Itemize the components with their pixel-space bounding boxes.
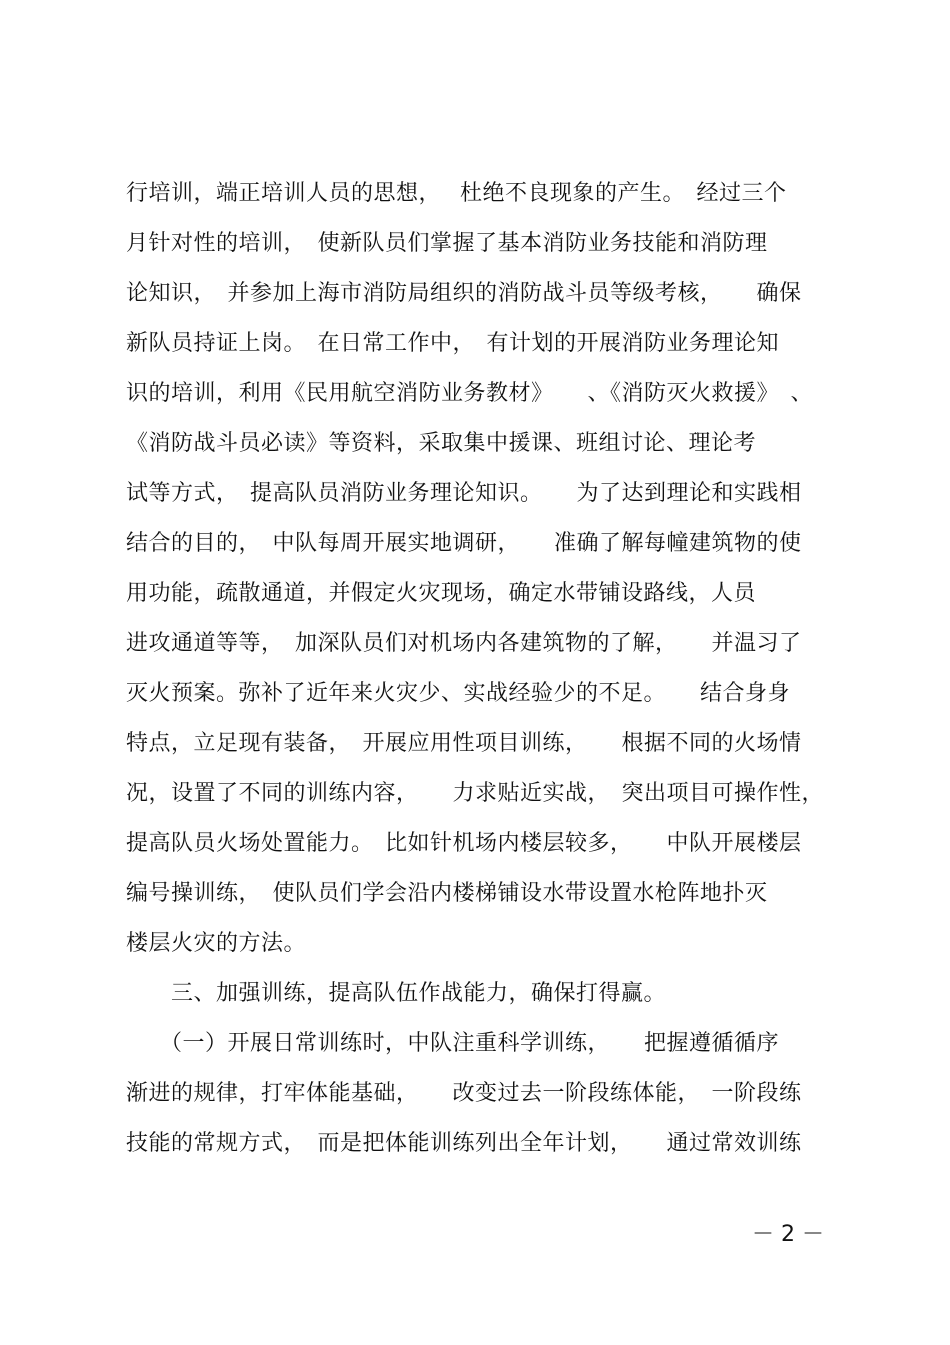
text-line: 提高队员火场处置能力。 比如针机场内楼层较多， 中队开展楼层 (126, 831, 802, 856)
text-line: 试等方式， 提高队员消防业务理论知识。 为了达到理论和实践相 (126, 481, 802, 506)
text-line: 特点，立足现有装备， 开展应用性项目训练， 根据不同的火场情 (126, 731, 802, 756)
text-line: 用功能，疏散通道，并假定火灾现场，确定水带铺设路线，人员 (126, 581, 757, 606)
text-line: 行培训，端正培训人员的思想， 杜绝不良现象的产生。 经过三个 (126, 181, 787, 206)
text-line: 结合的目的， 中队每周开展实地调研， 准确了解每幢建筑物的使 (126, 531, 802, 556)
text-line: 况，设置了不同的训练内容， 力求贴近实战， 突出项目可操作性， (126, 781, 825, 806)
text-line: 论知识， 并参加上海市消防局组织的消防战斗员等级考核， 确保 (126, 281, 802, 306)
text-line: 楼层火灾的方法。 (126, 931, 307, 956)
section-heading: 三、加强训练，提高队伍作战能力，确保打得赢。 (126, 981, 667, 1006)
text-line: （一）开展日常训练时，中队注重科学训练， 把握遵循循序 (126, 1031, 780, 1056)
text-line: 新队员持证上岗。 在日常工作中， 有计划的开展消防业务理论知 (126, 331, 780, 356)
page-number: － 2 － (752, 1222, 824, 1247)
text-line: 技能的常规方式， 而是把体能训练列出全年计划， 通过常效训练 (126, 1131, 802, 1156)
text-line: 渐进的规律，打牢体能基础， 改变过去一阶段练体能， 一阶段练 (126, 1081, 802, 1106)
text-line: 识的培训，利用《民用航空消防业务教材》 、《消防灭火救援》 、 (126, 381, 814, 406)
text-line: 《消防战斗员必读》等资料，采取集中援课、班组讨论、理论考 (126, 431, 757, 456)
text-line: 进攻通道等等， 加深队员们对机场内各建筑物的了解， 并温习了 (126, 631, 802, 656)
text-line: 月针对性的培训， 使新队员们掌握了基本消防业务技能和消防理 (126, 231, 768, 256)
text-line: 编号操训练， 使队员们学会沿内楼梯铺设水带设置水枪阵地扑灭 (126, 881, 768, 906)
text-line: 灭火预案。弥补了近年来火灾少、实战经验少的不足。 结合身身 (126, 681, 791, 706)
